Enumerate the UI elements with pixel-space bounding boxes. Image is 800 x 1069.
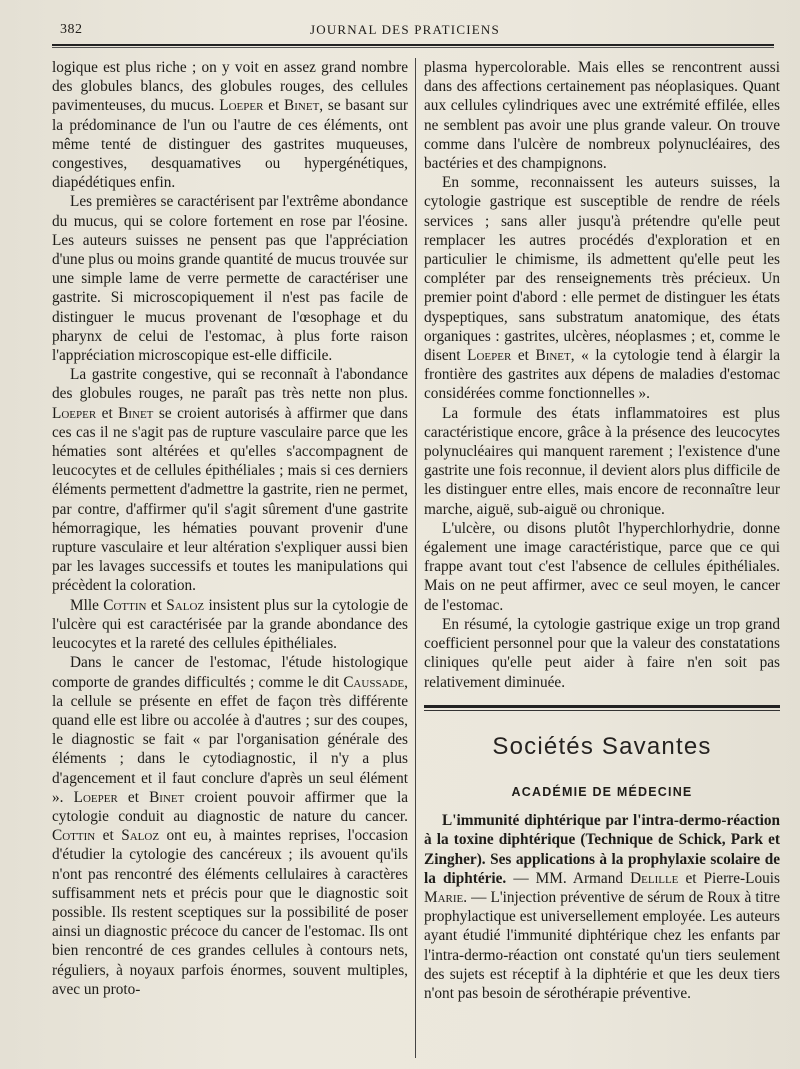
author-name: Caussade <box>343 673 405 691</box>
author-name: Loeper <box>52 404 97 422</box>
article-entry: L'immunité diphtérique par l'intra-dermo-réaction à la toxine diphtérique (Technique de Schick, Park et Zingher). Ses applications à la prophylaxie scolaire de la diphtérie. — MM. Armand Delille et Pierre-Louis Marie. — L'injection préventive de sérum de Roux à titre prophylactique est universellement employée. Les auteurs ayant étudié l'immunité diphtérique chez les enfants par l'intra-dermo-réaction ont constaté qu'un tiers seulement des sujets est réceptif à la diphtérie et que les deux tiers n'ont pas besoin de sérothérapie préventive. <box>424 812 780 1002</box>
article-title: L'immunité diphtérique par l'intra-dermo-réaction à la toxine diphtérique (Technique de Schick, Park et Zingher). Ses applications à la prophylaxie scolaire de la diphtérie. <box>424 812 780 887</box>
header-rule <box>52 44 774 48</box>
paragraph: La gastrite congestive, qui se reconnaît à l'abondance des globules rouges, ne paraît pas très nette non plus. Loeper et Binet se croient autorisés à affirmer que dans ces cas il ne s'agit pas de rupture vasculaire parce que les hématies sont altérées et qu'elles s'accompagnent de leucocytes et de cellules épithéliales ; mais si ces derniers éléments permettent d'admettre la gastrite, rien ne permet, par contre, d'affirmer qu'il s'agit sûrement d'une gastrite hémorragique, les hématies pouvant provenir d'une rupture vasculaire et leur altération s'expliquer aussi bien par les lavages successifs et toutes les manipulations qui précèdent la coloration. <box>52 366 408 595</box>
author-name: Loeper <box>219 97 264 115</box>
author-name: Binet <box>535 347 571 365</box>
section-title: Sociétés Savantes <box>492 732 712 760</box>
paragraph: Mlle Cottin et Saloz insistent plus sur la cytologie de l'ulcère qui est caractérisée par la grande abondance des leucocytes et la rareté des cellules épithéliales. <box>52 596 408 653</box>
right-column <box>424 58 780 1003</box>
author-name: Loeper <box>73 788 118 806</box>
left-column <box>52 58 408 999</box>
author-name: Binet <box>149 788 185 806</box>
author-name: Loeper <box>467 347 512 365</box>
column-divider <box>415 58 416 1058</box>
running-header <box>60 18 780 40</box>
article-body: . — L'injection préventive de sérum de Roux à titre prophylactique est universellement employée. Les auteurs ayant étudié l'immunité diphtérique chez les enfants par l'intra-dermo-réaction ont constaté qu'un tiers seulement des sujets est réceptif à la diphtérie et que les deux tiers n'ont pas besoin de sérothérapie préventive. <box>424 888 780 1002</box>
journal-title: JOURNAL DES PRATICIENS <box>310 22 500 37</box>
paragraph: Dans le cancer de l'estomac, l'étude histologique comporte de grandes difficultés ; comme le dit Caussade, la cellule se présente en effet de façon très différente quand elle est libre ou accolée à d'autres ; sur des coupes, le diagnostic se fait « par l'organisation générale des éléments ; dans le cytodiagnostic, il n'y a plus d'agencement et il faut conclure d'après un seul élément ». Loeper et Binet croient pouvoir affirmer que la cytologie conduit au diagnostic de nature du cancer. Cottin et Saloz ont eu, à maintes reprises, l'occasion d'étudier la cytologie des cancéreux ; ils avouent qu'ils n'ont pas rencontré des éléments cellulaires à caractères suffisamment nets et précis pour que le diagnostic soit possible. Ils restent sceptiques sur la possibilité de poser ainsi un diagnostic précoce du cancer de l'estomac. Ils ont bien rencontré de ces grandes cellules à contours nets, réguliers, à noyaux parfois énormes, souvent multiples, avec un proto- <box>52 654 408 998</box>
paragraph: En résumé, la cytologie gastrique exige un trop grand coefficient personnel pour que la valeur des constatations cliniques qu'elle peut aider à faire n'en soit pas relativement diminuée. <box>424 615 780 691</box>
paragraph: Les premières se caractérisent par l'extrême abondance du mucus, qui se colore fortement en rose par l'éosine. Les auteurs suisses ne pensent pas que l'appréciation d'une plus ou moins grande quantité de mucus trouvée sur une simple lame de verre permette de caractériser une gastrite. Si microscopiquement il n'est pas facile de distinguer le mucus provenant de l'œsophage et du pharynx de celui de l'estomac, à plus forte raison l'appréciation microscopique est-elle difficile. <box>52 193 408 365</box>
page-number: 382 <box>60 22 83 37</box>
paragraph: En somme, reconnaissent les auteurs suisses, la cytologie gastrique est susceptible de rendre de réels services ; sans aller jusqu'à prétendre qu'elle peut remplacer les autres procédés d'exploration et en particulier le chimisme, ils admettent qu'elle peut les compléter par des renseignements très précieux. Un premier point d'abord : elle permet de distinguer les états dyspeptiques, sans substratum anatomique, des états organiques : gastrites, ulcères, néoplasmes ; et, comme le disent Loeper et Binet, « la cytologie tend à élargir la frontière des gastrites aux dépens de maladies d'estomac considérées comme fonctionnelles ». <box>424 174 780 403</box>
paragraph: L'ulcère, ou disons plutôt l'hyperchlorhydrie, donne également une image caractéristique, parce que ce qui frappe avant tout c'est l'absence de cellules épithéliales. Mais on ne peut affirmer, avec ce seul moyen, le cancer de l'estomac. <box>424 519 780 614</box>
paragraph: plasma hypercolorable. Mais elles se rencontrent aussi dans des affections certainement pas néoplasiques. Quant aux cellules cylindriques avec une extrémité effilée, elles ne semblent pas avoir une plus grande valeur. On trouve comme dans l'ulcère de nombreux polynucléaires, des bactéries et des champignons. <box>424 59 780 173</box>
subsection-title: ACADÉMIE DE MÉDECINE <box>511 784 693 799</box>
paragraph: La formule des états inflammatoires est plus caractéristique encore, grâce à la présence des leucocytes polynucléaires qui manquent rarement ; l'existence d'une gastrite une fois reconnue, il devient alors plus difficile de les distinguer entre elles, mais encore de reconnaître leur marche, aiguë, sub-aiguë ou chronique. <box>424 404 780 518</box>
author-name: Cottin <box>52 827 96 845</box>
author-name: Saloz <box>166 596 205 614</box>
section-rule <box>424 705 780 711</box>
author-name: Binet <box>118 404 154 422</box>
author-name: Delille <box>630 869 679 887</box>
author-name: Marie <box>424 888 464 906</box>
author-name: Binet <box>284 97 320 115</box>
author-name: Cottin <box>103 596 147 614</box>
paragraph: logique est plus riche ; on y voit en assez grand nombre des globules blancs, des globules rouges, des cellules pavimenteuses, du mucus. Loeper et Binet, se basant sur la prédominance de l'un ou l'autre de ces éléments, ont même tenté de distinguer des gastrites muqueuses, congestives, desquamatives ou hypergénétiques, diapédétiques enfin. <box>52 59 408 192</box>
author-name: Saloz <box>121 827 160 845</box>
